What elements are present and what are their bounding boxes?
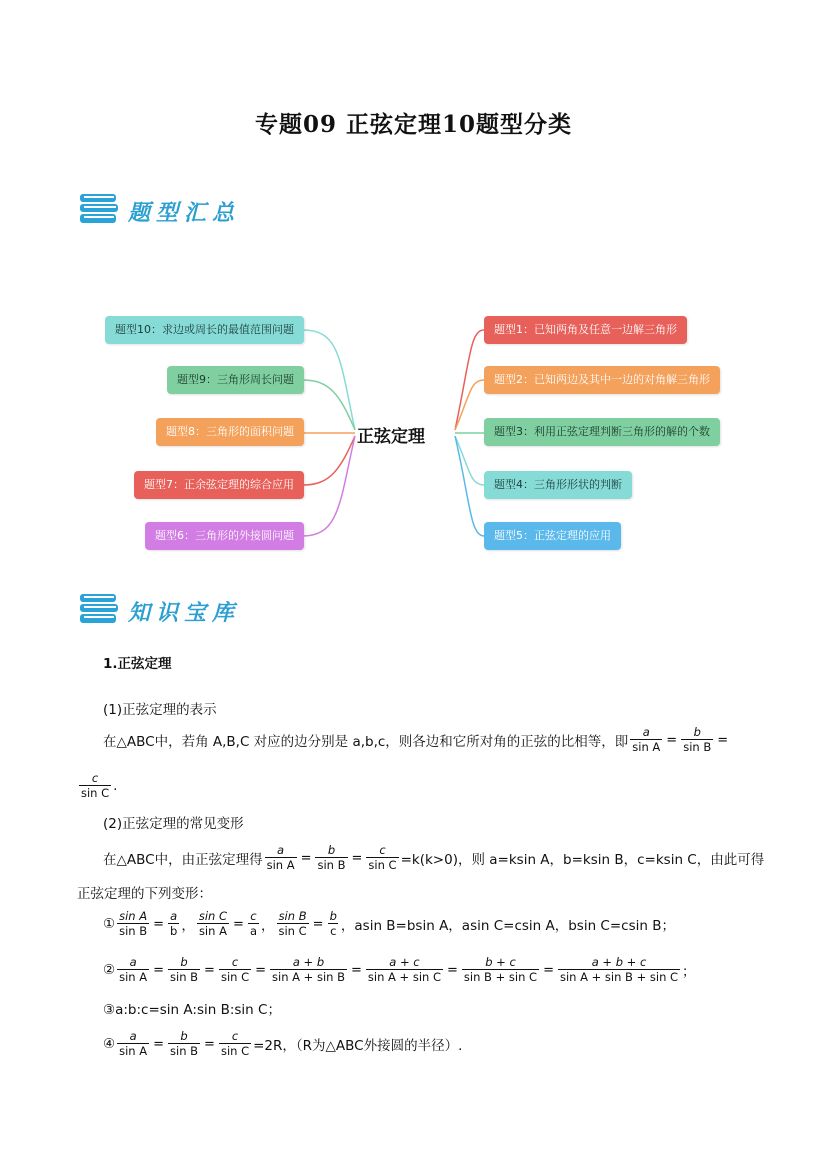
- fraction-b-sinB: [315, 844, 347, 872]
- equals-sign: =: [255, 962, 267, 978]
- numerator: b: [327, 843, 336, 857]
- denominator: sin C: [278, 924, 307, 938]
- summary-section-title: 题型汇总: [128, 200, 241, 226]
- numerator: sin C: [198, 909, 228, 923]
- mindmap-node-left-8: 题型8：三角形的面积问题: [156, 418, 304, 446]
- equals-sign: =: [543, 962, 554, 978]
- denominator: sin B: [119, 924, 148, 938]
- equals-sign: =: [666, 732, 678, 748]
- denominator: sin C: [220, 970, 250, 984]
- denominator: sin A + sin B: [272, 970, 345, 984]
- mindmap-node-left-7: 题型7：正余弦定理的综合应用: [134, 471, 304, 499]
- numerator: b: [180, 955, 188, 969]
- denominator: sin B: [683, 740, 712, 754]
- equals-sign: =: [233, 916, 244, 932]
- fraction: [248, 910, 259, 938]
- equals-sign: =: [717, 732, 729, 748]
- item-text: ，asin B=bsin A，asin C=csin A，bsin C=csin B；: [340, 918, 675, 934]
- paragraph-variations: [103, 844, 764, 872]
- numerator: c: [91, 771, 99, 785]
- subheading-variations: (2)正弦定理的常见变形: [103, 816, 244, 832]
- fraction: [219, 956, 251, 984]
- fraction-b-sinB: [681, 726, 713, 754]
- variation-item-3: ③a:b:c=sin A:sin B:sin C；: [103, 1002, 281, 1018]
- numerator: c: [379, 843, 386, 857]
- fraction: [168, 956, 200, 984]
- mindmap: [0, 300, 827, 560]
- denominator: sin B: [170, 1044, 199, 1058]
- denominator: sin A + sin C: [367, 970, 442, 984]
- fraction: [462, 956, 539, 984]
- denominator: sin B: [317, 858, 346, 872]
- mindmap-node-right-5: 题型5：正弦定理的应用: [484, 522, 621, 550]
- fraction: [168, 1030, 200, 1058]
- denominator: sin C: [220, 1044, 250, 1058]
- mindmap-node-right-3: 题型3：利用正弦定理判断三角形的解的个数: [484, 418, 720, 446]
- paragraph-text: 在△ABC中，若角 A,B,C 对应的边分别是 a,b,c，则各边和它所对角的正弦的比相等，即: [103, 734, 629, 750]
- numerator: b: [693, 725, 701, 739]
- item-text: ；: [682, 964, 696, 980]
- numerator: sin A: [119, 909, 148, 923]
- mindmap-node-left-10: 题型10：求边或周长的最值范围问题: [105, 316, 304, 344]
- knowledge-section-title: 知识宝库: [128, 600, 241, 626]
- fraction-a-sinA: [630, 726, 662, 754]
- denominator: sin C: [81, 786, 110, 800]
- denominator: b: [170, 924, 178, 938]
- fraction: [277, 910, 309, 938]
- denominator: sin A: [119, 970, 148, 984]
- fraction-c-sinC: [366, 844, 398, 872]
- fraction: [219, 1030, 251, 1058]
- equals-sign: =: [447, 962, 458, 978]
- fraction: [117, 910, 149, 938]
- numerator: a + c: [389, 955, 420, 969]
- mindmap-node-left-6: 题型6：三角形的外接圆问题: [145, 522, 304, 550]
- fraction: [328, 910, 339, 938]
- equals-sign: =: [153, 962, 165, 978]
- comma: ，: [181, 918, 195, 934]
- numerator: c: [250, 909, 257, 923]
- summary-section-header: [78, 190, 278, 230]
- paragraph-text: =k(k>0)，则 a=ksin A，b=ksin B，c=ksin C，由此可得: [400, 852, 765, 868]
- equals-sign: =: [204, 1036, 215, 1052]
- fraction: [117, 1030, 149, 1058]
- paragraph-text: 在△ABC中，由正弦定理得: [103, 852, 263, 868]
- numerator: a + b: [292, 955, 325, 969]
- denominator: sin A + sin B + sin C: [559, 970, 679, 984]
- denominator: sin A: [119, 1044, 148, 1058]
- fraction: [558, 956, 680, 984]
- period: .: [113, 778, 118, 794]
- denominator: sin B + sin C: [463, 970, 538, 984]
- variation-item-1: [103, 910, 675, 938]
- denominator: sin B: [170, 970, 199, 984]
- mindmap-center: 正弦定理: [357, 427, 425, 447]
- numerator: c: [231, 955, 239, 969]
- equals-sign: =: [351, 962, 362, 978]
- page-title: 专题09 正弦定理10题型分类: [254, 111, 573, 138]
- denominator: a: [249, 924, 257, 938]
- equals-sign: =: [300, 850, 312, 866]
- variation-item-2: [103, 956, 696, 984]
- paragraph-representation-cont: [77, 772, 117, 800]
- paragraph-representation: [103, 726, 730, 754]
- fraction: [197, 910, 229, 938]
- item-text: =2R，（R为△ABC外接圆的半径）.: [253, 1038, 463, 1054]
- equals-sign: =: [153, 1036, 165, 1052]
- numerator: a: [129, 1029, 137, 1043]
- item-number: ④: [103, 1036, 116, 1052]
- mindmap-node-right-2: 题型2：已知两边及其中一边的对角解三角形: [484, 366, 720, 394]
- mindmap-node-left-9: 题型9：三角形周长问题: [167, 366, 304, 394]
- heading-sine-law: 1.正弦定理: [103, 656, 172, 672]
- fraction: [366, 956, 443, 984]
- mindmap-node-right-4: 题型4：三角形形状的判断: [484, 471, 632, 499]
- numerator: c: [231, 1029, 239, 1043]
- numerator: b + c: [485, 955, 516, 969]
- numerator: a: [129, 955, 137, 969]
- numerator: b: [329, 909, 337, 923]
- denominator: sin C: [368, 858, 397, 872]
- comma: ，: [261, 918, 275, 934]
- equals-sign: =: [351, 850, 363, 866]
- numerator: a: [277, 843, 285, 857]
- fraction: [168, 910, 179, 938]
- numerator: b: [180, 1029, 188, 1043]
- numerator: sin B: [278, 909, 307, 923]
- paragraph-variations-cont: 正弦定理的下列变形：: [77, 886, 212, 902]
- books-icon: [78, 590, 120, 628]
- numerator: a: [642, 725, 650, 739]
- denominator: sin A: [632, 740, 661, 754]
- equals-sign: =: [312, 916, 324, 932]
- fraction: [270, 956, 347, 984]
- variation-item-4: [103, 1030, 462, 1058]
- numerator: a + b + c: [591, 955, 647, 969]
- fraction: [117, 956, 149, 984]
- denominator: sin A: [266, 858, 295, 872]
- equals-sign: =: [153, 916, 165, 932]
- fraction-c-sinC: [79, 772, 111, 800]
- denominator: sin A: [198, 924, 227, 938]
- equals-sign: =: [204, 962, 215, 978]
- fraction-a-sinA: [265, 844, 297, 872]
- subheading-representation: (1)正弦定理的表示: [103, 702, 217, 718]
- knowledge-section-header: [78, 590, 278, 630]
- numerator: a: [170, 909, 178, 923]
- denominator: c: [330, 924, 337, 938]
- mindmap-node-right-1: 题型1：已知两角及任意一边解三角形: [484, 316, 687, 344]
- books-icon: [78, 190, 120, 228]
- item-number: ①: [103, 916, 116, 932]
- item-number: ②: [103, 962, 116, 978]
